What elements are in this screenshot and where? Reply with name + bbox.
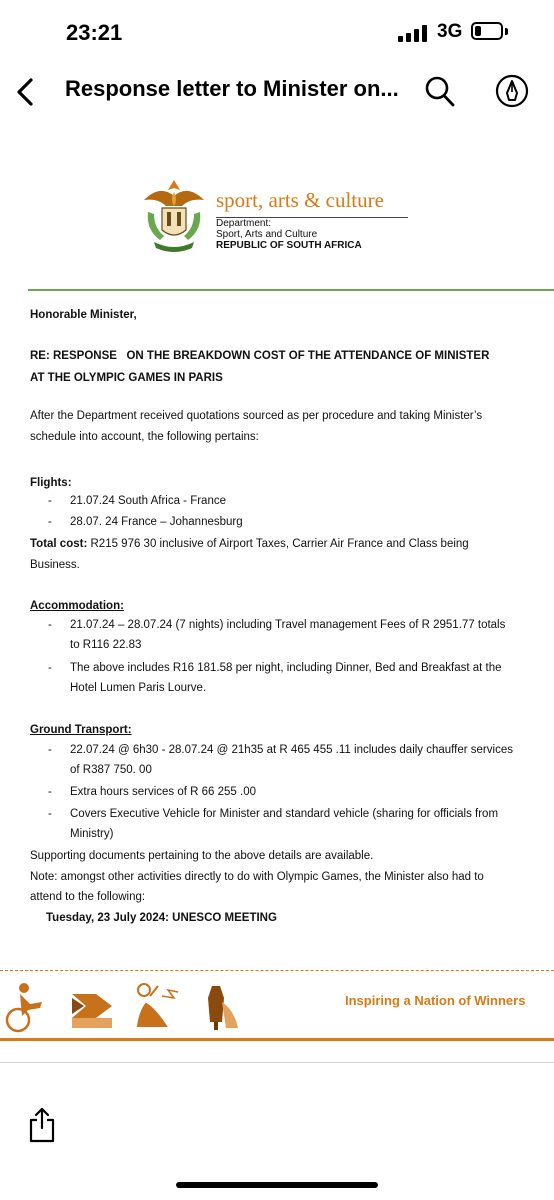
bullet: - <box>48 744 52 756</box>
chevron-left-icon <box>12 72 42 112</box>
accommodation-item-line-2: Hotel Lumen Paris Lourve. <box>70 682 207 694</box>
signal-icon <box>398 24 430 42</box>
battery-tip <box>505 28 508 35</box>
flights-heading: Flights: <box>30 477 72 489</box>
status-time: 23:21 <box>66 20 123 45</box>
total-cost-line-1 <box>30 535 469 554</box>
intro-line-2: schedule into account, the following pertains: <box>30 431 259 443</box>
flight-item: 21.07.24 South Africa - France <box>70 495 226 507</box>
coat-of-arms-logo <box>140 178 208 254</box>
document-title: Response letter to Minister on... <box>65 76 399 101</box>
home-indicator <box>176 1182 378 1188</box>
country-name: REPUBLIC OF SOUTH AFRICA <box>216 240 362 251</box>
transport-item-line-1: Covers Executive Vehicle for Minister and standard vehicle (sharing for officials from <box>70 808 499 820</box>
meeting-line: Tuesday, 23 July 2024: UNESCO MEETING <box>46 912 277 924</box>
sports-banner-illustration <box>0 978 240 1034</box>
re-line-2: AT THE OLYMPIC GAMES IN PARIS <box>30 372 223 384</box>
status-bar <box>0 0 554 64</box>
markup-button[interactable] <box>494 73 530 109</box>
letterhead <box>216 190 408 251</box>
transport-item-line-2: of R387 750. 00 <box>70 764 152 776</box>
battery-icon <box>471 22 503 40</box>
bullet: - <box>48 786 52 798</box>
flight-item: 28.07. 24 France – Johannesburg <box>70 516 243 528</box>
banner-tagline: Inspiring a Nation of Winners <box>345 993 526 1008</box>
transport-item-line-1: Extra hours services of R 66 255 .00 <box>70 786 257 798</box>
note-line-2: attend to the following: <box>30 891 146 903</box>
brand-name: sport, arts & culture <box>216 188 384 212</box>
nav-bar <box>0 64 554 120</box>
total-cost-line-2: Business. <box>30 559 80 571</box>
markup-pen-icon <box>494 73 530 109</box>
total-cost-label: Total cost: <box>30 538 88 550</box>
bullet: - <box>48 516 52 528</box>
bullet: - <box>48 808 52 820</box>
bullet: - <box>48 495 52 507</box>
accommodation-heading: Accommodation: <box>30 600 124 612</box>
dept-name: Sport, Arts and Culture <box>216 229 318 240</box>
banner-top-rule <box>0 970 554 971</box>
banner-bottom-rule <box>0 1038 554 1041</box>
supporting-docs: Supporting documents pertaining to the above details are available. <box>30 850 374 862</box>
accommodation-item-line-1: The above includes R16 181.58 per night, including Dinner, Bed and Breakfast at the <box>70 662 502 674</box>
search-icon <box>422 74 458 110</box>
network-type: 3G <box>437 21 463 42</box>
share-button[interactable] <box>28 1106 56 1144</box>
search-button[interactable] <box>422 74 458 110</box>
dept-label: Department: <box>216 218 272 229</box>
total-cost-value: R215 976 30 inclusive of Airport Taxes, Carrier Air France and Class being <box>87 538 469 550</box>
letterhead-divider <box>28 289 554 291</box>
salutation: Honorable Minister, <box>30 309 137 321</box>
back-button[interactable] <box>12 72 42 112</box>
accommodation-item-line-1: 21.07.24 – 28.07.24 (7 nights) including Travel management Fees of R 2951.77 totals <box>70 619 506 631</box>
intro-line-1: After the Department received quotations sourced as per procedure and taking Minister’s <box>30 410 483 422</box>
document-page <box>0 120 554 1060</box>
transport-item-line-1: 22.07.24 @ 6h30 - 28.07.24 @ 21h35 at R 465 455 .11 includes daily chauffer services <box>70 744 513 756</box>
note-line-1: Note: amongst other activities directly to do with Olympic Games, the Minister also had to <box>30 871 484 883</box>
bullet: - <box>48 662 52 674</box>
share-icon <box>28 1106 56 1144</box>
re-line-1: RE: RESPONSE ON THE BREAKDOWN COST OF THE ATTENDANCE OF MINISTER <box>30 350 490 362</box>
accommodation-item-line-2: to R116 22.83 <box>70 639 142 651</box>
transport-item-line-2: Ministry) <box>70 828 114 840</box>
toolbar-divider <box>0 1062 554 1063</box>
ground-transport-heading: Ground Transport: <box>30 724 132 736</box>
bullet: - <box>48 619 52 631</box>
